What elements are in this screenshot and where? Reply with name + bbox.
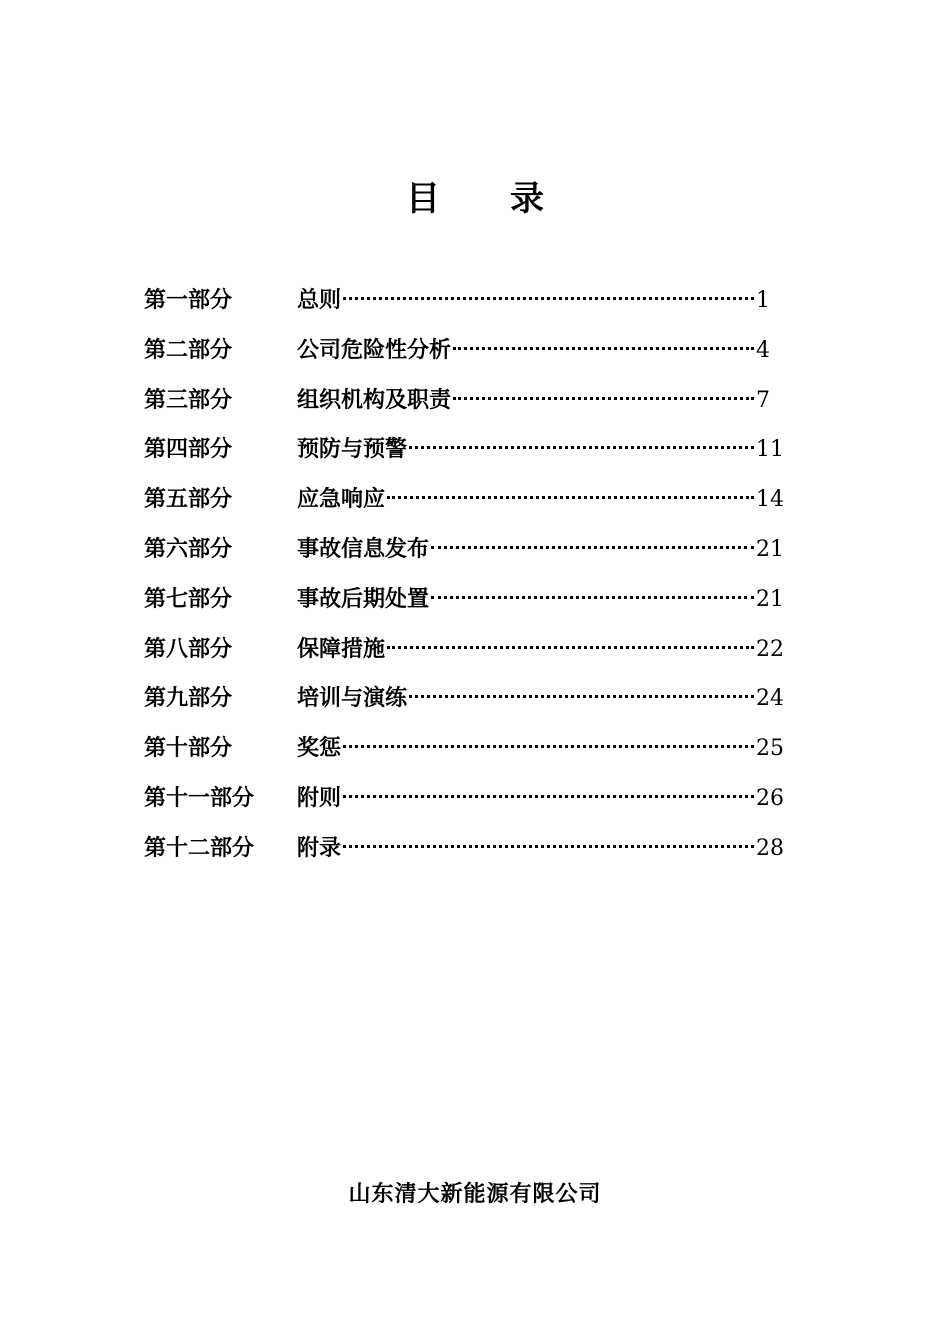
toc-part-label: 第一部分 <box>144 287 233 313</box>
toc-dot-leader <box>409 446 754 449</box>
toc-title: 保障措施 <box>297 635 386 662</box>
title-char-1: 目 <box>406 179 440 219</box>
toc-dot-leader <box>343 745 754 748</box>
toc-entry[interactable] <box>144 674 784 724</box>
toc-entry[interactable] <box>144 575 784 625</box>
toc-title: 组织机构及职责 <box>297 386 452 413</box>
toc-title: 附则 <box>297 784 342 811</box>
toc-part-label: 第六部分 <box>144 535 233 562</box>
toc-part-label: 第十一部分 <box>144 784 255 811</box>
toc-part-label: 第五部分 <box>144 486 233 513</box>
toc-page-number: 22 <box>756 636 784 662</box>
toc-dot-leader <box>343 845 754 848</box>
toc-page-number: 26 <box>756 785 784 811</box>
toc-part-label: 第八部分 <box>144 635 233 662</box>
toc-entry[interactable] <box>144 475 784 525</box>
company-name: 山东清大新能源有限公司 <box>348 1181 602 1207</box>
toc-part-label: 第七部分 <box>144 585 233 612</box>
toc-part-label: 第二部分 <box>144 336 233 363</box>
toc-entry[interactable] <box>144 625 784 675</box>
toc-dot-leader <box>387 646 754 649</box>
toc-title: 应急响应 <box>297 486 386 513</box>
toc-part-label: 第三部分 <box>144 386 233 413</box>
toc-dot-leader <box>453 347 754 350</box>
page-title <box>0 174 950 224</box>
toc-page-number: 25 <box>756 736 784 762</box>
title-char-2: 录 <box>510 179 544 219</box>
toc-page-number: 4 <box>756 337 770 363</box>
toc-part-label: 第十二部分 <box>144 834 255 861</box>
toc-page-number: 21 <box>756 586 784 612</box>
toc-entry[interactable] <box>144 326 784 376</box>
toc-title: 公司危险性分析 <box>297 336 452 363</box>
toc-dot-leader <box>453 397 754 400</box>
toc-title: 附录 <box>297 834 342 861</box>
toc-part-label: 第九部分 <box>144 685 233 712</box>
toc-part-label: 第十部分 <box>144 735 233 762</box>
toc-dot-leader <box>387 496 754 499</box>
toc-entry[interactable] <box>144 376 784 426</box>
toc-title: 总则 <box>297 287 342 313</box>
toc-page-number: 7 <box>756 387 770 413</box>
toc-title: 奖惩 <box>297 735 342 762</box>
toc-entry[interactable] <box>144 276 784 326</box>
toc-title: 事故信息发布 <box>297 535 430 562</box>
toc-dot-leader <box>409 695 754 698</box>
toc-entry[interactable] <box>144 425 784 475</box>
toc-dot-leader <box>343 795 754 798</box>
toc-entry[interactable] <box>144 774 784 824</box>
toc-page-number: 21 <box>756 536 784 562</box>
toc-entry[interactable] <box>144 525 784 575</box>
toc-page-number: 14 <box>756 487 784 513</box>
toc-entry[interactable] <box>144 824 784 874</box>
toc-entry[interactable] <box>144 724 784 774</box>
toc-dot-leader <box>431 546 754 549</box>
toc-dot-leader <box>431 596 754 599</box>
toc-page-number: 28 <box>756 835 784 861</box>
toc-page-number: 24 <box>756 686 784 712</box>
toc-title: 培训与演练 <box>297 685 408 712</box>
toc-page-number: 11 <box>756 437 784 463</box>
table-of-contents <box>144 276 784 874</box>
toc-page-number: 1 <box>756 288 770 313</box>
toc-title: 事故后期处置 <box>297 585 430 612</box>
toc-dot-leader <box>343 297 754 300</box>
toc-part-label: 第四部分 <box>144 436 233 463</box>
toc-title: 预防与预警 <box>297 436 408 463</box>
